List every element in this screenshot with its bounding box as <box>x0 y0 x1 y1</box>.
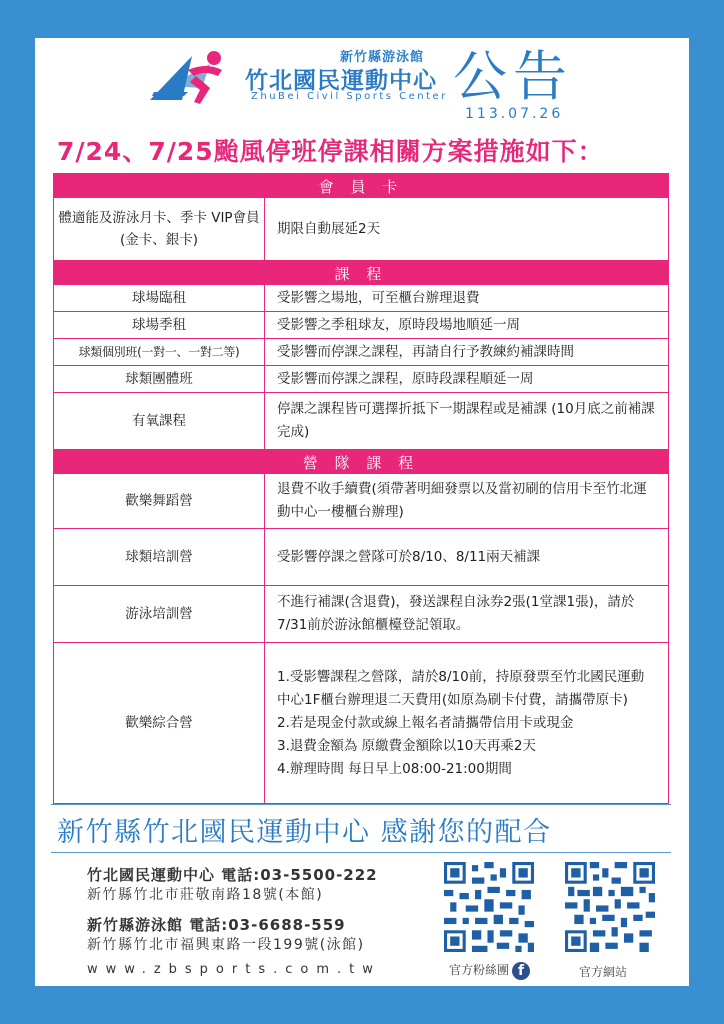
measure-line: 1.受影響課程之營隊，請於8/10前，持原發票至竹北國民運動中心1F櫃台辦理退二天費用(如原為刷卡付費，請攜帶原卡) <box>277 668 645 708</box>
center-english-name: ZhuBei Civil Sports Center <box>251 91 448 102</box>
center-address: 新竹縣竹北市莊敬南路18號(本館) <box>87 887 324 903</box>
table-row <box>53 312 669 339</box>
measures-table <box>53 173 669 804</box>
row-item: 歡樂綜合營 <box>54 643 265 803</box>
thanks-message: 新竹縣竹北國民運動中心 感謝您的配合 <box>57 817 552 848</box>
table-row <box>53 643 669 804</box>
table-row <box>53 474 669 529</box>
center-contact: 竹北國民運動中心 電話:03-5500-222 <box>87 866 378 884</box>
qr-code-fanpage[interactable] <box>444 862 534 952</box>
headline: 7/24、7/25颱風停班停課相關方案措施如下： <box>57 137 604 166</box>
row-item: 球場臨租 <box>54 285 265 311</box>
row-measure: 受影響而停課之課程，原時段課程順延一周 <box>277 370 534 387</box>
row-measure: 受影響之季租球友，原時段場地順延一周 <box>277 316 520 333</box>
notice-title: 公告 <box>453 45 573 108</box>
row-measure: 期限自動展延2天 <box>277 220 381 237</box>
pool-name: 新竹縣游泳館 <box>340 50 425 65</box>
divider <box>51 852 671 853</box>
center-name: 竹北國民運動中心 <box>245 68 437 94</box>
section-header-camps: 營 隊 課 程 <box>53 450 669 474</box>
table-row <box>53 393 669 450</box>
measure-line: 4.辦理時間 每日早上08:00-21:00期間 <box>277 760 512 777</box>
table-row <box>53 586 669 643</box>
row-item: 體適能及游泳月卡、季卡 VIP會員(金卡、銀卡) <box>54 198 265 260</box>
notice-sheet <box>35 38 689 986</box>
row-measure: 退費不收手續費(須帶著明細發票以及當初刷的信用卡至竹北運動中心一樓櫃台辦理) <box>277 481 647 520</box>
facebook-icon: f <box>512 962 530 980</box>
table-row <box>53 339 669 366</box>
row-item: 歡樂舞蹈營 <box>54 474 265 528</box>
notice-date: 113.07.26 <box>465 106 564 122</box>
row-measure: 受影響停課之營隊可於8/10、8/11兩天補課 <box>277 548 541 565</box>
row-measure: 受影響之場地，可至櫃台辦理退費 <box>277 289 480 306</box>
row-item: 有氧課程 <box>54 393 265 449</box>
row-item: 球類培訓營 <box>54 529 265 585</box>
row-measure: 不進行補課(含退費)，發送課程自泳券2張(1堂課1張)，請於7/31前於游泳館櫃檯登記領取。 <box>277 594 635 633</box>
pool-contact: 新竹縣游泳館 電話:03-6688-559 <box>87 916 346 934</box>
row-item: 球場季租 <box>54 312 265 338</box>
fanpage-label-text: 官方粉絲團 <box>449 963 510 977</box>
table-row <box>53 529 669 586</box>
table-row <box>53 366 669 393</box>
table-row <box>53 198 669 261</box>
runner-logo <box>148 48 238 108</box>
section-header-membership: 會 員 卡 <box>53 173 669 198</box>
row-measure <box>265 643 668 803</box>
website-label[interactable]: 官方網站 <box>579 965 628 979</box>
row-measure: 停課之課程皆可選擇折抵下一期課程或是補課 (10月底之前補課完成) <box>277 401 655 440</box>
row-item: 游泳培訓營 <box>54 586 265 642</box>
table-row <box>53 285 669 312</box>
fanpage-label[interactable] <box>449 961 530 980</box>
row-item: 球類個別班(一對一、一對二等) <box>54 339 265 365</box>
qr-code-website[interactable] <box>565 862 655 952</box>
section-header-courses: 課 程 <box>53 261 669 285</box>
measure-line: 2.若是現金付款或線上報名者請攜帶信用卡或現金 <box>277 714 574 731</box>
divider <box>51 804 671 805</box>
pool-address: 新竹縣竹北市福興東路一段199號(泳館) <box>87 937 365 953</box>
row-item: 球類團體班 <box>54 366 265 392</box>
website-link[interactable]: www.zbsports.com.tw <box>87 962 381 977</box>
row-measure: 受影響而停課之課程，再請自行予教練約補課時間 <box>277 343 574 360</box>
measure-line: 3.退費金額為 原繳費金額除以10天再乘2天 <box>277 737 536 754</box>
